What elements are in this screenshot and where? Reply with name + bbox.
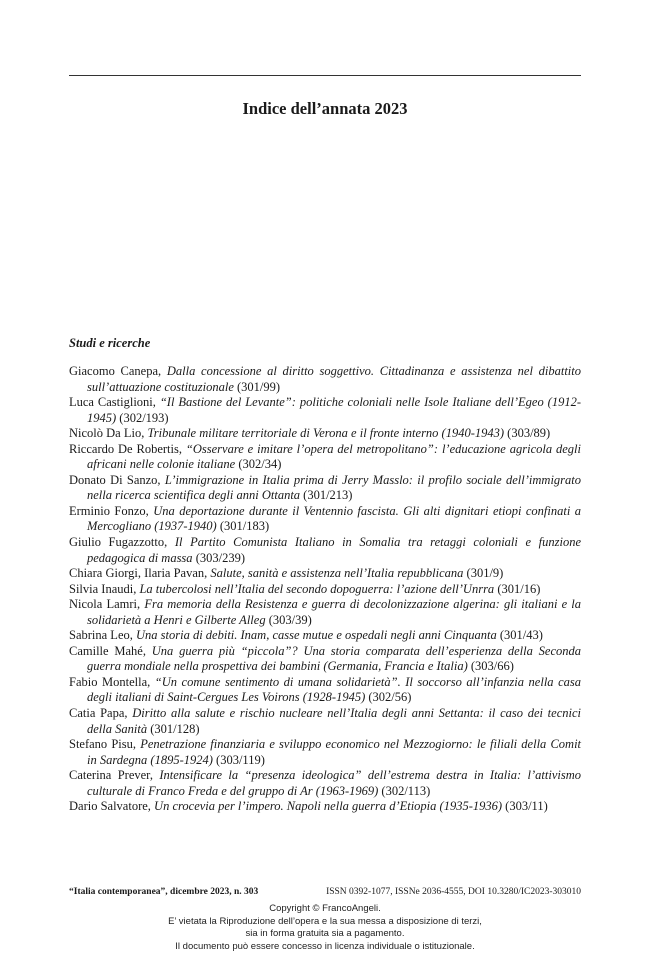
entry-reference: (303/119) <box>216 752 265 767</box>
index-entry <box>69 504 581 535</box>
index-entry <box>69 395 581 426</box>
entry-reference: (302/113) <box>381 783 431 798</box>
entry-author: Luca Castiglioni, <box>69 395 156 410</box>
entry-reference: (301/99) <box>237 379 281 394</box>
entry-title: Dalla concessione al diritto soggettivo. Cittadinanza e assistenza nel dibattito sull’attuazione costituzionale <box>87 364 581 394</box>
entry-title: Intensificare la “presenza ideologica” dell’estrema destra in Italia: l’attivismo culturale di Franco Freda e del gruppo di Ar (1963-1969) <box>87 768 581 798</box>
index-entry <box>69 628 581 644</box>
top-rule <box>69 75 581 76</box>
entry-reference: (302/34) <box>238 457 282 472</box>
copyright-notice <box>0 903 650 953</box>
index-entry <box>69 768 581 799</box>
entry-author: Dario Salvatore, <box>69 799 151 814</box>
footer-citation <box>69 887 581 897</box>
entry-author: Camille Mahé, <box>69 643 146 658</box>
entry-author: Stefano Pisu, <box>69 737 137 752</box>
index-entry <box>69 582 581 598</box>
journal-citation: “Italia contemporanea”, dicembre 2023, n. 303 <box>69 887 259 897</box>
entry-title: Salute, sanità e assistenza nell’Italia repubblicana <box>210 566 464 581</box>
index-entry <box>69 442 581 473</box>
entry-author: Caterina Prever, <box>69 768 153 783</box>
index-entry <box>69 675 581 706</box>
entry-reference: (301/16) <box>497 581 541 596</box>
index-entry <box>69 426 581 442</box>
entry-author: Giulio Fugazzotto, <box>69 535 168 550</box>
entry-title: Fra memoria della Resistenza e guerra di decolonizzazione algerina: gli italiani e la solidarietà a Henri e Gilberte Alleg <box>87 597 582 627</box>
entry-reference: (303/39) <box>268 612 312 627</box>
journal-identifiers: ISSN 0392-1077, ISSNe 2036-4555, DOI 10.3280/IC2023-303010 <box>326 887 581 897</box>
entry-author: Nicolò Da Lio, <box>69 426 145 441</box>
index-entry <box>69 644 581 675</box>
entry-reference: (303/239) <box>195 550 245 565</box>
index-entry-list <box>69 364 581 815</box>
entry-title: “Un comune sentimento di umana solidarietà”. Il soccorso all’infanzia nella casa degli italiani di Saint-Cergues Les Voirons (1928-1945) <box>87 674 581 705</box>
entry-reference: (301/9) <box>466 566 504 581</box>
entry-author: Erminio Fonzo, <box>69 503 149 518</box>
entry-title: Una storia di debiti. Inam, casse mutue e ospedali negli anni Cinquanta <box>136 628 497 643</box>
entry-title: “Il Bastione del Levante”: politiche coloniali nelle Isole Italiane dell’Egeo (1912-1945) <box>87 395 581 425</box>
entry-title: “Osservare e imitare l’opera del metropolitano”: l’educazione agricola degli africani nelle colonie italiane <box>87 441 581 472</box>
entry-author: Fabio Montella, <box>69 674 151 689</box>
index-entry <box>69 597 581 628</box>
page-title: Indice dell’annata 2023 <box>242 99 408 118</box>
entry-reference: (302/193) <box>119 410 169 425</box>
entry-reference: (301/213) <box>303 488 353 503</box>
entry-title: Il Partito Comunista Italiano in Somalia tra retaggi coloniali e funzione pedagogica di massa <box>87 535 581 565</box>
index-entry <box>69 799 581 815</box>
entry-reference: (301/183) <box>219 519 270 534</box>
index-entry <box>69 737 581 768</box>
index-entry <box>69 473 581 504</box>
entry-reference: (301/43) <box>499 628 543 643</box>
entry-title: Tribunale militare territoriale di Verona e il fronte interno (1940-1943) <box>147 426 505 441</box>
copyright-line: E’ vietata la Riproduzione dell’opera e la sua messa a disposizione di terzi, <box>168 915 482 927</box>
entry-title: La tubercolosi nell’Italia del secondo dopoguerra: l’azione dell’Unrra <box>139 581 495 596</box>
entry-author: Donato Di Sanzo, <box>69 472 161 487</box>
copyright-line: Copyright © FrancoAngeli. <box>269 903 381 914</box>
copyright-line: sia in forma gratuita sia a pagamento. <box>245 928 405 939</box>
entry-author: Silvia Inaudi, <box>69 581 137 596</box>
entry-title: Penetrazione finanziaria e sviluppo economico nel Mezzogiorno: le filiali della Comit in Sardegna (1895-1924) <box>87 737 582 767</box>
entry-author: Sabrina Leo, <box>69 628 133 643</box>
entry-title: Una guerra più “piccola”? Una storia comparata dell’esperienza della Seconda guerra mondiale nella prospettiva dei bambini (Germania, Francia e Italia) <box>87 643 582 674</box>
entry-title: Diritto alla salute e rischio nucleare nell’Italia degli anni Settanta: il caso dei tecnici della Sanità <box>87 706 581 736</box>
entry-author: Nicola Lamri, <box>69 597 141 612</box>
entry-reference: (303/66) <box>470 659 514 674</box>
entry-reference: (301/128) <box>150 721 200 736</box>
entry-author: Riccardo De Robertis, <box>69 441 182 456</box>
copyright-line: Il documento può essere concesso in licenza individuale o istituzionale. <box>175 940 475 952</box>
index-entry <box>69 706 581 737</box>
entry-title: L’immigrazione in Italia prima di Jerry Masslo: il profilo sociale dell’immigrato nella ricerca scientifica degli anni Ottanta <box>87 472 581 503</box>
entry-title: Un crocevia per l’impero. Napoli nella guerra d’Etiopia (1935-1936) <box>154 799 503 814</box>
index-entry <box>69 535 581 566</box>
entry-reference: (303/11) <box>505 799 548 814</box>
index-entry <box>69 566 581 582</box>
entry-title: Una deportazione durante il Ventennio fascista. Gli alti dignitari etiopi confinati a Mercogliano (1937-1940) <box>87 503 582 534</box>
index-entry <box>69 364 581 395</box>
section-heading: Studi e ricerche <box>69 336 151 350</box>
entry-author: Catia Papa, <box>69 706 128 721</box>
entry-author: Chiara Giorgi, Ilaria Pavan, <box>69 566 208 581</box>
entry-author: Giacomo Canepa, <box>69 364 162 378</box>
entry-reference: (303/89) <box>507 426 551 441</box>
entry-reference: (302/56) <box>368 690 412 705</box>
